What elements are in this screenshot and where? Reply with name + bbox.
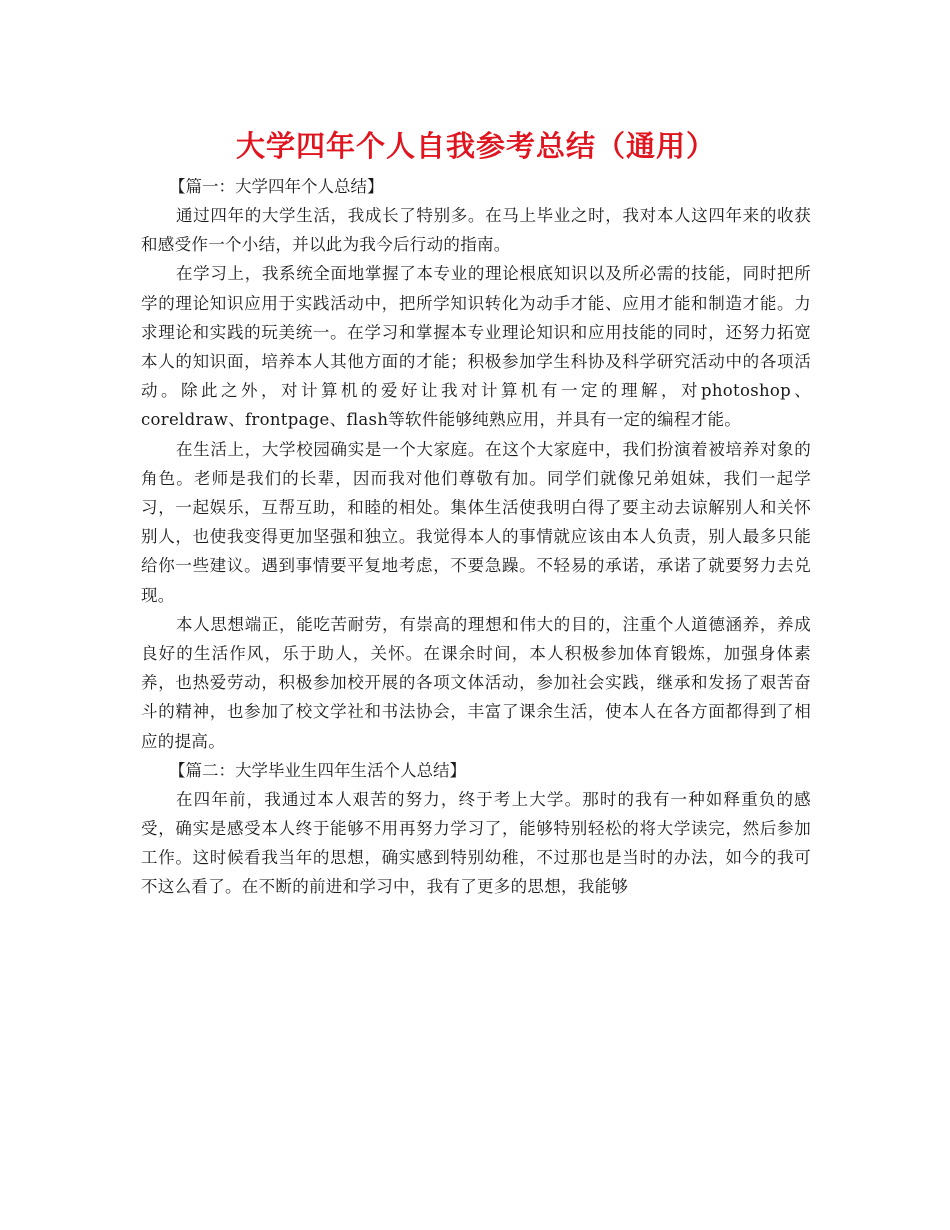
paragraph: 通过四年的大学生活，我成长了特别多。在马上毕业之时，我对本人这四年来的收获和感受作一个小结，并以此为我今后行动的指南。 (141, 206, 811, 255)
document-title: 大学四年个人自我参考总结（通用） (235, 129, 716, 163)
paragraph: 在生活上，大学校园确实是一个大家庭。在这个大家庭中，我们扮演着被培养对象的角色。老师是我们的长辈，因而我对他们尊敬有加。同学们就像兄弟姐妹，我们一起学习，一起娱乐，互帮互助，和睦的相处。集体生活使我明白得了要主动去谅解别人和关怀别人，也使我变得更加坚强和独立。我觉得本人的事情就应该由本人负责，别人最多只能给你一些建议。遇到事情要平复地考虑，不要急躁。不轻易的承诺，承诺了就要努力去兑现。 (141, 439, 811, 605)
paragraph: 在四年前，我通过本人艰苦的努力，终于考上大学。那时的我有一种如释重负的感受，确实是感受本人终于能够不用再努力学习了，能够特别轻松的将大学读完，然后参加工作。这时候看我当年的思想，确实感到特别幼稚，不过那也是当时的办法，如今的我可不这么看了。在不断的前进和学习中，我有了更多的思想，我能够 (141, 789, 811, 897)
section-2 (141, 756, 811, 902)
section-1 (141, 172, 811, 756)
section-heading: 【篇一：大学四年个人总结】 (169, 177, 384, 196)
document-page (141, 120, 811, 902)
paragraph: 本人思想端正，能吃苦耐劳，有崇高的理想和伟大的目的，注重个人道德涵养，养成良好的生活作风，乐于助人，关怀。在课余时间，本人积极参加体育锻炼，加强身体素养，也热爱劳动，积极参加校开展的各项文体活动，参加社会实践，继承和发扬了艰苦奋斗的精神，也参加了校文学社和书法协会，丰富了课余生活，使本人在各方面都得到了相应的提高。 (141, 614, 811, 751)
paragraph: 在学习上，我系统全面地掌握了本专业的理论根底知识以及所必需的技能，同时把所学的理论知识应用于实践活动中，把所学知识转化为动手才能、应用才能和制造才能。力求理论和实践的玩美统一。在学习和掌握本专业理论知识和应用技能的同时，还努力拓宽本人的知识面，培养本人其他方面的才能；积极参加学生科协及科学研究活动中的各项活动。除此之外，对计算机的爱好让我对计算机有一定的理解，对photoshop、coreldraw、frontpage、flash等软件能够纯熟应用，并具有一定的编程才能。 (141, 264, 811, 430)
section-heading: 【篇二：大学毕业生四年生活个人总结】 (169, 760, 466, 780)
